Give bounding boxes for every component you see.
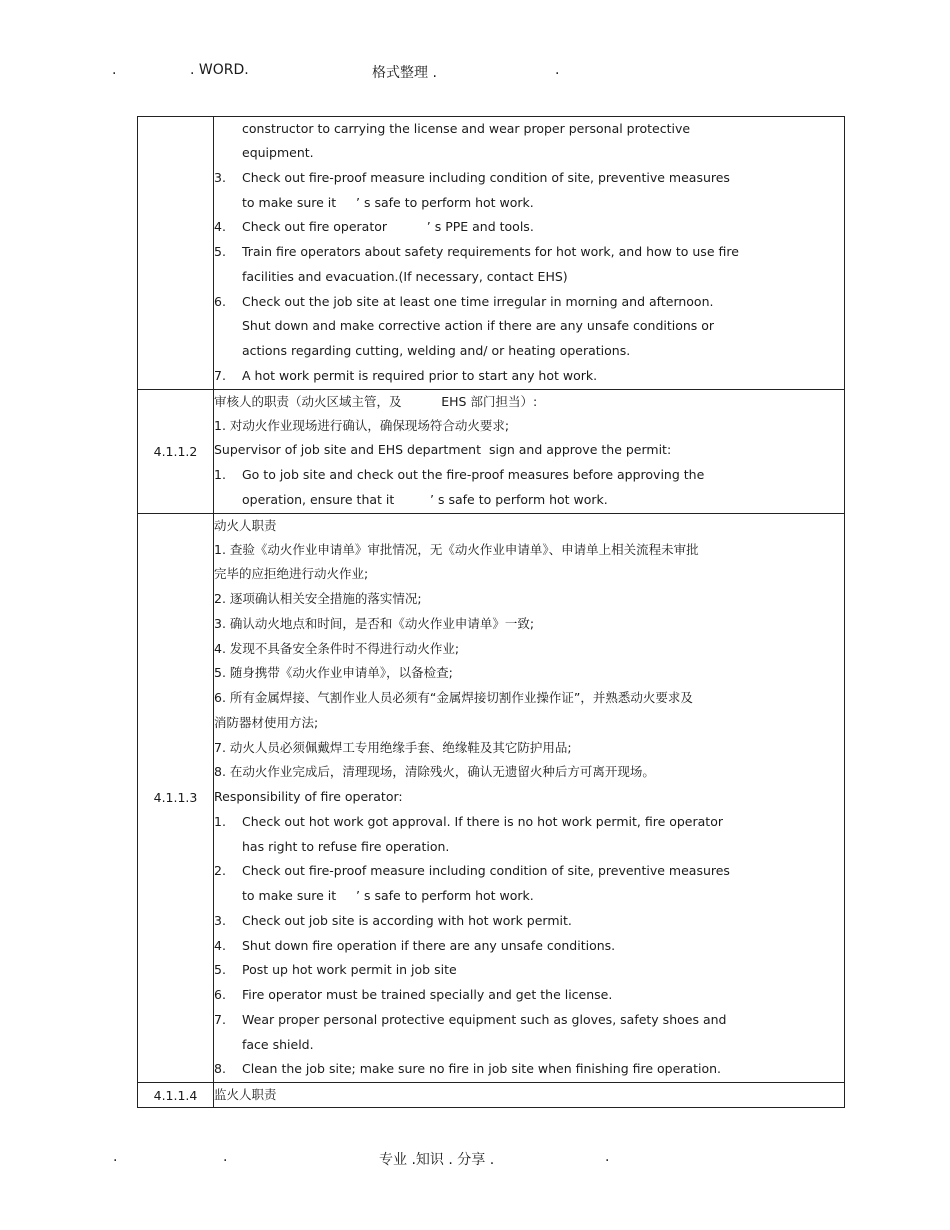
list-number: 3. [214, 169, 226, 185]
text-line [214, 934, 844, 959]
line-text: 审核人的职责（动火区域主管，及 EHS 部门担当）: [214, 393, 538, 409]
list-number: 1. [214, 813, 226, 829]
line-text: Check out fire-proof measure including condition of site, preventive measures [242, 169, 730, 185]
line-text: Post up hot work permit in job site [242, 962, 457, 978]
line-text: to make sure it ’ s safe to perform hot work. [242, 888, 534, 903]
line-text: Check out fire-proof measure including condition of site, preventive measures [242, 863, 730, 879]
text-line [214, 736, 844, 761]
section-number: 4.1.1.2 [138, 389, 214, 513]
text-line [214, 463, 844, 488]
section-content [214, 1083, 845, 1108]
section-number: 4.1.1.3 [138, 513, 214, 1083]
text-line [214, 290, 844, 315]
text-line [214, 538, 844, 563]
line-text: 4. 发现不具备安全条件时不得进行动火作业; [214, 640, 460, 656]
text-line [214, 562, 844, 587]
section-content [214, 513, 845, 1083]
text-line [214, 364, 844, 389]
header-dot: . [555, 62, 560, 78]
list-number: 7. [214, 367, 226, 383]
section-content [214, 389, 845, 513]
line-text: Shut down fire operation if there are any unsafe conditions. [242, 937, 616, 953]
line-text: Shut down and make corrective action if there are any unsafe conditions or [242, 318, 715, 334]
text-line [214, 637, 844, 662]
line-text: 6. 所有金属焊接、气割作业人员必须有“金属焊接切割作业操作证”，并熟悉动火要求及 [214, 690, 693, 705]
section-number: 4.1.1.4 [138, 1083, 214, 1108]
line-text: Fire operator must be trained specially and get the license. [242, 987, 613, 1002]
procedure-table-body [138, 117, 845, 1108]
table-row [138, 389, 845, 513]
header-word: . WORD. [190, 62, 249, 78]
list-number: 5. [214, 962, 226, 978]
list-number: 8. [214, 1061, 226, 1077]
line-text: has right to refuse fire operation. [242, 838, 450, 854]
text-line [214, 1083, 844, 1107]
text-line [214, 1057, 844, 1082]
line-text: 1. 对动火作业现场进行确认，确保现场符合动火要求; [214, 417, 510, 433]
table-row [138, 117, 845, 390]
page-footer [0, 1149, 950, 1169]
list-number: 6. [214, 987, 226, 1002]
line-text: Check out job site is according with hot work permit. [242, 912, 572, 928]
text-line [214, 314, 844, 339]
text-line [214, 810, 844, 835]
line-text: operation, ensure that it ’ s safe to perform hot work. [242, 491, 608, 507]
line-text: Train fire operators about safety requirements for hot work, and how to use fire [242, 244, 739, 259]
line-text: 完毕的应拒绝进行动火作业; [214, 566, 369, 582]
text-line [214, 265, 844, 290]
line-text: 2. 逐项确认相关安全措施的落实情况; [214, 591, 422, 606]
footer-dot: . [605, 1149, 610, 1165]
line-text: 消防器材使用方法; [214, 714, 319, 730]
header-format-label: 格式整理 . [372, 65, 437, 81]
list-number: 6. [214, 293, 226, 309]
text-line [214, 661, 844, 686]
text-line [214, 1033, 844, 1058]
line-text: facilities and evacuation.(If necessary, contact EHS) [242, 268, 568, 284]
line-text: 7. 动火人员必须佩戴焊工专用绝缘手套、绝缘鞋及其它防护用品; [214, 739, 572, 755]
text-line [214, 390, 844, 414]
line-text: actions regarding cutting, welding and/ or heating operations. [242, 343, 631, 358]
line-text: 5. 随身携带《动火作业申请单》，以备检查; [214, 665, 453, 681]
section-content [214, 117, 845, 390]
footer-share-label: 专业 .知识 . 分享 . [379, 1152, 495, 1168]
text-line [214, 859, 844, 884]
text-line [214, 983, 844, 1008]
line-text: Check out fire operator ’ s PPE and tools. [242, 219, 534, 235]
line-text: 监火人职责 [214, 1087, 277, 1102]
text-line [214, 835, 844, 860]
footer-dot: . [113, 1149, 118, 1165]
section-number [138, 117, 214, 390]
text-line [214, 414, 844, 439]
list-number: 4. [214, 937, 226, 953]
list-number: 2. [214, 863, 226, 879]
line-text: A hot work permit is required prior to start any hot work. [242, 367, 598, 383]
text-line [214, 166, 844, 191]
line-text: 1. 查验《动火作业申请单》审批情况，无《动火作业申请单》、申请单上相关流程未审批 [214, 541, 699, 557]
table-row [138, 1083, 845, 1108]
text-line [214, 240, 844, 265]
line-text: to make sure it ’ s safe to perform hot work. [242, 194, 534, 210]
text-line [214, 587, 844, 612]
text-line [214, 117, 844, 141]
text-line [214, 339, 844, 364]
text-line [214, 686, 844, 711]
line-text: Responsibility of fire operator: [214, 789, 403, 804]
line-text: Wear proper personal protective equipment such as gloves, safety shoes and [242, 1011, 727, 1027]
line-text: Clean the job site; make sure no fire in job site when finishing fire operation. [242, 1061, 722, 1077]
list-number: 7. [214, 1011, 226, 1027]
list-number: 5. [214, 244, 226, 259]
procedure-table [137, 116, 845, 1108]
text-line [214, 438, 844, 463]
header-dot: . [112, 62, 117, 78]
list-number: 4. [214, 219, 226, 235]
text-line [214, 884, 844, 909]
line-text: constructor to carrying the license and wear proper personal protective [242, 121, 691, 136]
line-text: Go to job site and check out the fire-proof measures before approving the [242, 467, 705, 482]
text-line [214, 785, 844, 810]
text-line [214, 488, 844, 513]
text-line [214, 1008, 844, 1033]
line-text: face shield. [242, 1036, 314, 1052]
line-text: Check out hot work got approval. If there is no hot work permit, fire operator [242, 813, 723, 829]
text-line [214, 711, 844, 736]
text-line [214, 909, 844, 934]
list-number: 1. [214, 467, 226, 482]
table-row [138, 513, 845, 1083]
line-text: 动火人职责 [214, 517, 277, 533]
line-text: 8. 在动火作业完成后，清理现场，清除残火，确认无遗留火种后方可离开现场。 [214, 764, 655, 780]
footer-dot: . [223, 1149, 228, 1165]
line-text: Supervisor of job site and EHS department sign and approve the permit: [214, 442, 672, 458]
text-line [214, 141, 844, 166]
page-header [0, 62, 950, 82]
text-line [214, 958, 844, 983]
list-number: 3. [214, 912, 226, 928]
text-line [214, 215, 844, 240]
line-text: Check out the job site at least one time irregular in morning and afternoon. [242, 293, 714, 309]
text-line [214, 760, 844, 785]
text-line [214, 612, 844, 637]
text-line [214, 191, 844, 216]
line-text: 3. 确认动火地点和时间，是否和《动火作业申请单》一致; [214, 615, 535, 631]
text-line [214, 514, 844, 538]
line-text: equipment. [242, 145, 314, 160]
